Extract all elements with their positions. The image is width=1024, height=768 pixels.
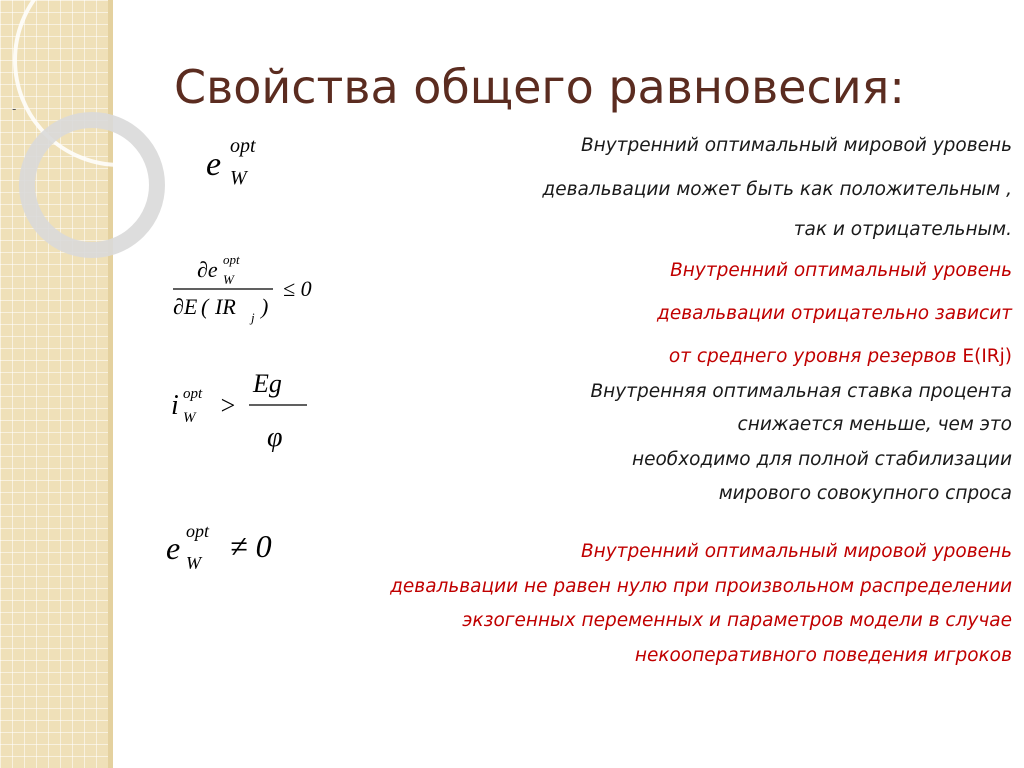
b3-line-1: Внутренняя оптимальная ставка процента xyxy=(590,381,1012,402)
left-marker: - xyxy=(12,102,17,116)
b4-line-4: некооперативного поведения игроков xyxy=(634,645,1012,666)
f3-relation: > xyxy=(219,391,237,420)
f4-base: e xyxy=(166,530,181,566)
b2-line-3-text: от среднего уровня резервов xyxy=(668,346,963,367)
f3-sup: opt xyxy=(183,386,203,402)
slide-title: Свойства общего равновесия: xyxy=(174,60,905,114)
f2-den-prefix: ∂E xyxy=(173,294,198,319)
b4-line-1: Внутренний оптимальный мировой уровень xyxy=(580,541,1012,562)
f4-sup: opt xyxy=(186,521,210,541)
b3-line-4: мирового совокупного спроса xyxy=(718,483,1012,504)
b2-line-3 xyxy=(669,345,1012,369)
f1-sub: W xyxy=(230,167,247,189)
f3-numerator: Eg xyxy=(253,369,282,398)
f3-denominator: φ xyxy=(267,422,283,453)
f3-sub: W xyxy=(183,410,196,426)
f2-den-sub: j xyxy=(251,310,255,325)
b1-line-2: девальвации может быть как положительным , xyxy=(542,179,1012,200)
f2-den-close: ) xyxy=(261,294,269,319)
f2-num-sup: opt xyxy=(223,252,240,267)
f2-den-open: ( xyxy=(201,294,209,319)
reserves-symbol: E(IRj) xyxy=(962,346,1012,367)
f4-sub: W xyxy=(186,553,201,573)
f2-num-base: ∂e xyxy=(197,257,218,282)
formula-4 xyxy=(160,515,310,585)
formula-3 xyxy=(165,360,325,460)
f2-den-ir: IR xyxy=(215,294,236,319)
b1-line-1: Внутренний оптимальный мировой уровень xyxy=(580,135,1012,156)
f1-sup: opt xyxy=(230,135,256,157)
f3-base: i xyxy=(171,390,179,421)
f1-base: e xyxy=(206,146,222,183)
ring-small xyxy=(27,120,157,250)
b2-line-2: девальвации отрицательно зависит xyxy=(657,303,1012,324)
f4-relation: ≠ 0 xyxy=(230,528,272,564)
f2-relation: ≤ 0 xyxy=(283,276,312,301)
formula-2 xyxy=(165,250,345,330)
b3-line-2: снижается меньше, чем это xyxy=(737,414,1012,435)
f2-num-sub: W xyxy=(223,272,234,287)
b3-line-3: необходимо для полной стабилизации xyxy=(632,449,1012,470)
b4-line-3: экзогенных переменных и параметров модели в случае xyxy=(462,610,1012,631)
b2-line-1: Внутренний оптимальный уровень xyxy=(670,260,1012,281)
b1-line-3: так и отрицательным. xyxy=(793,219,1012,240)
formula-1 xyxy=(200,128,290,198)
b4-line-2: девальвации не равен нулю при произвольном распределении xyxy=(390,576,1012,597)
